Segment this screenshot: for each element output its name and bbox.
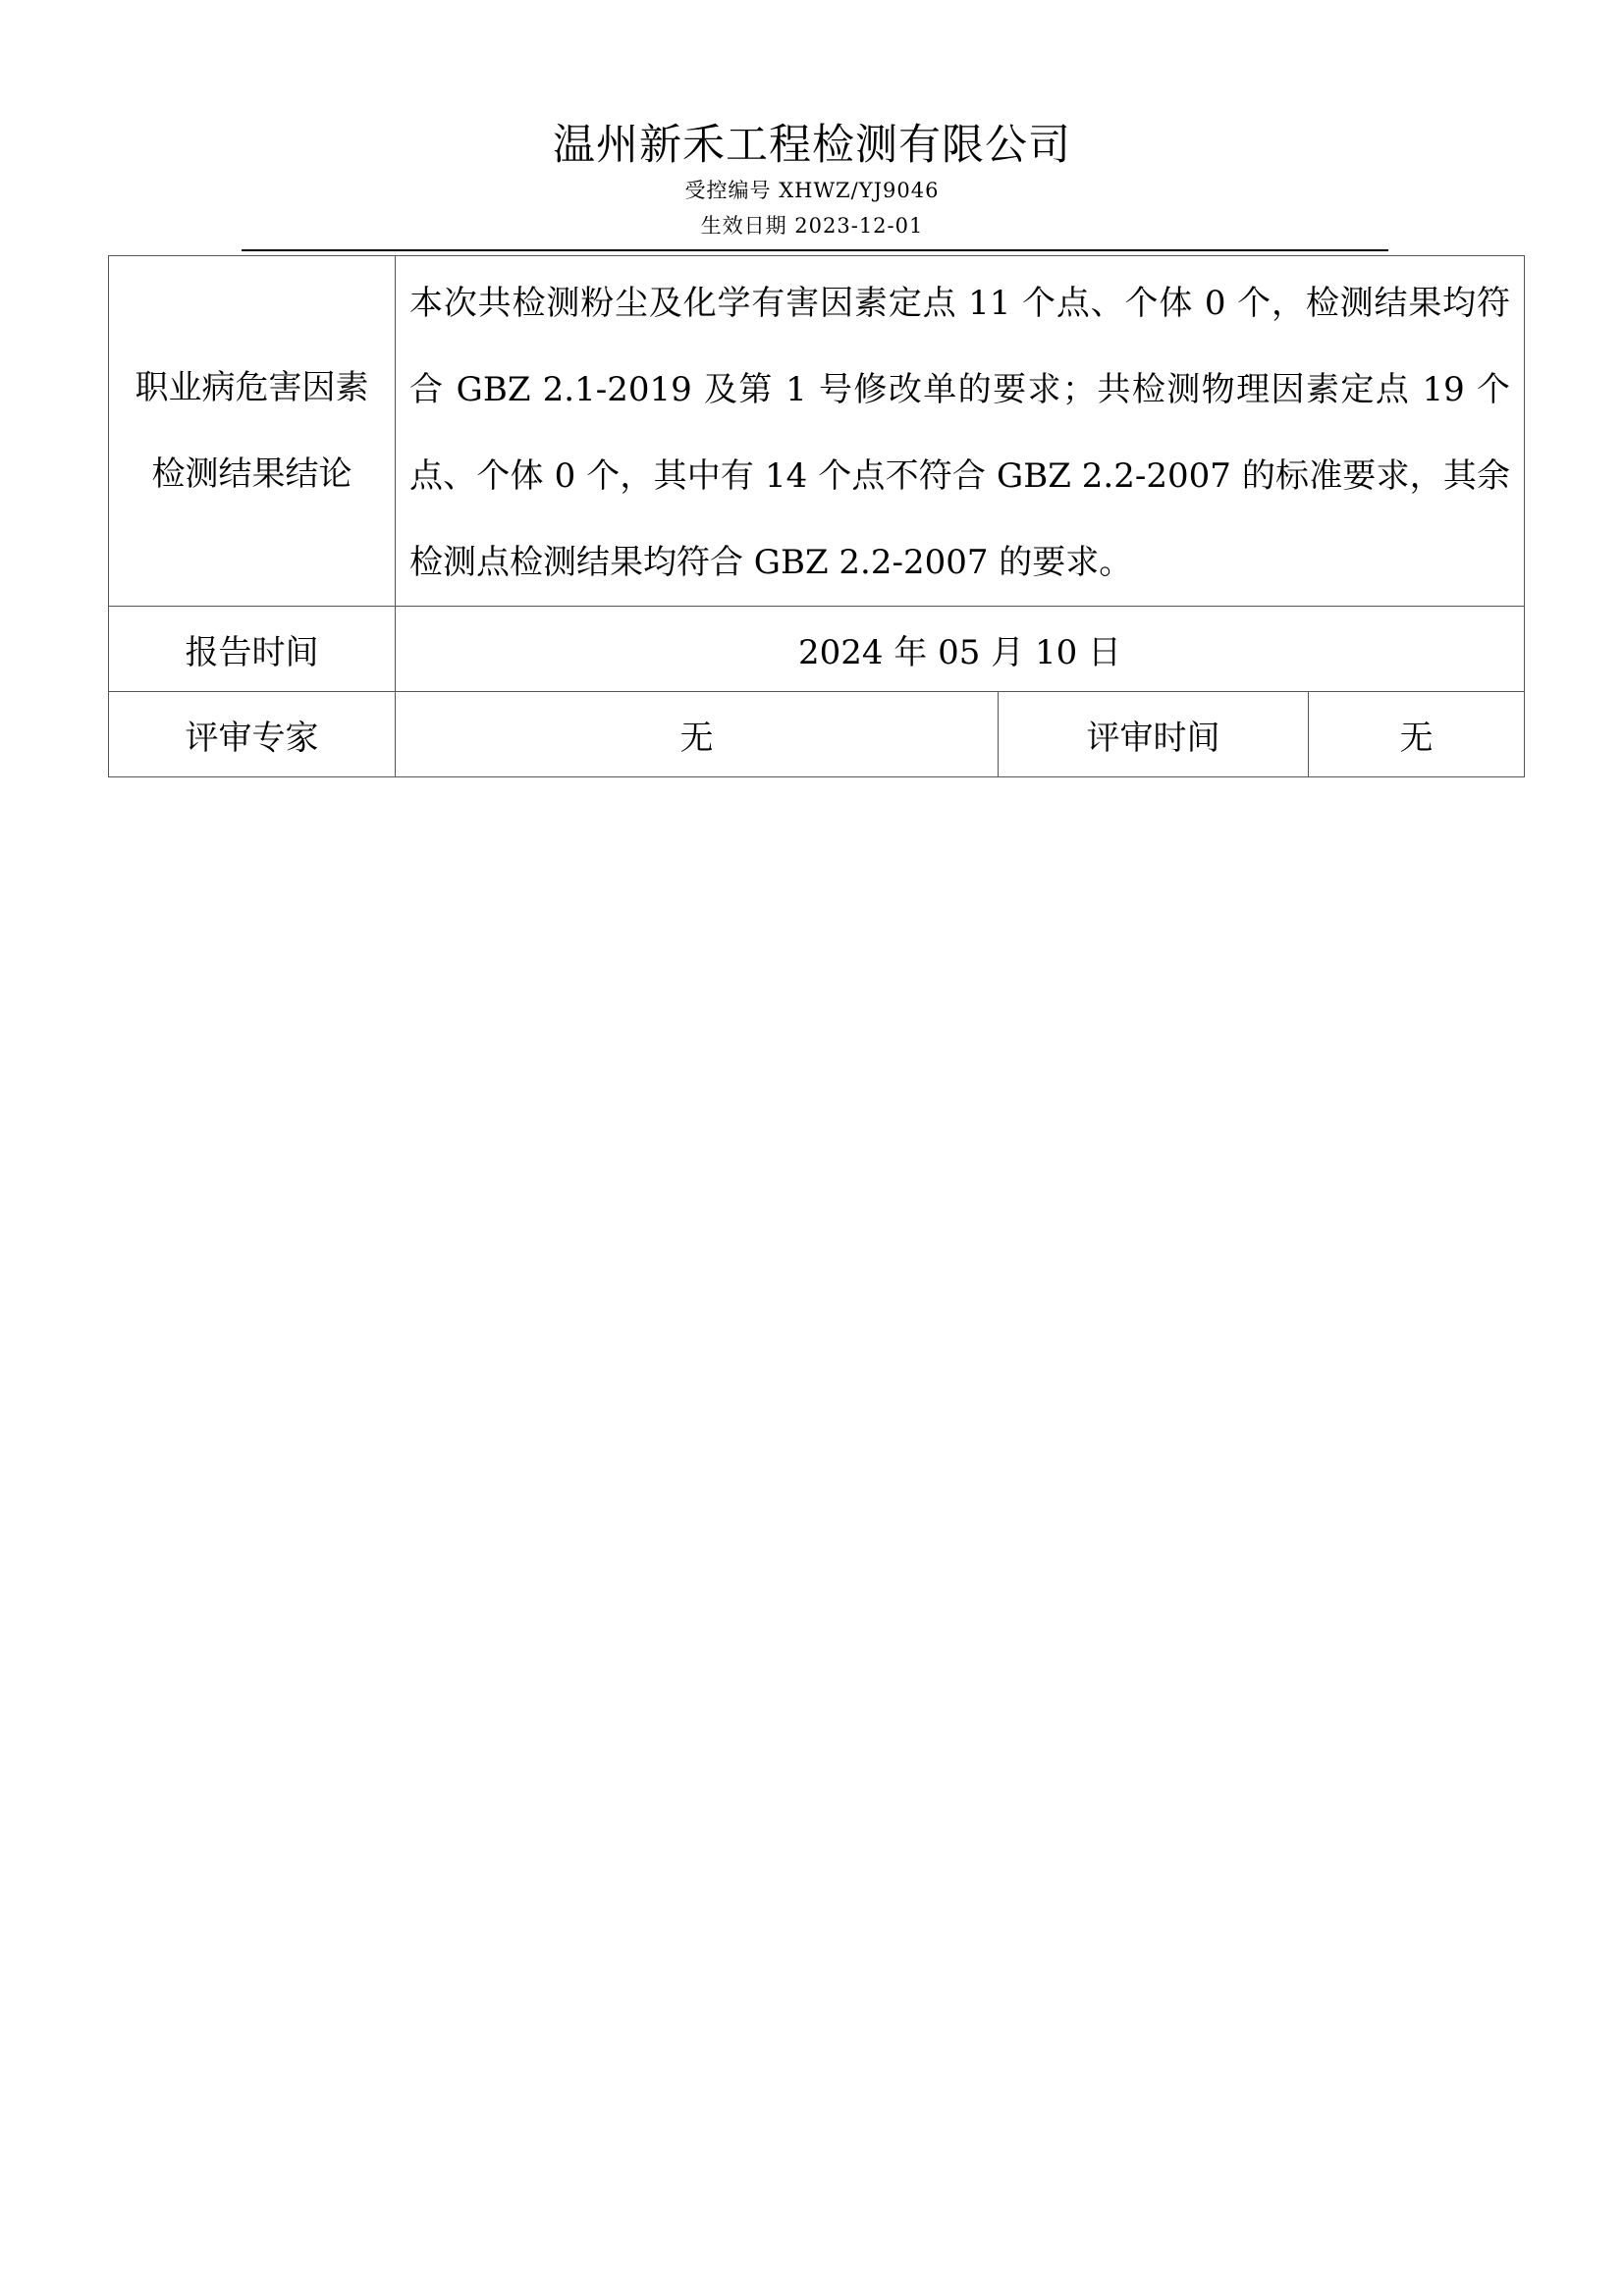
review-time-value: 无 [1309,692,1525,777]
report-time-label: 报告时间 [109,607,396,692]
company-name: 温州新禾工程检测有限公司 [553,121,1071,170]
conclusion-text: 本次共检测粉尘及化学有害因素定点 11 个点、个体 0 个，检测结果均符合 GBZ 2.1-2019 及第 1 号修改单的要求；共检测物理因素定点 19 个点、个体 0 个，其中有 14 个点不符合 GBZ 2.2-2007 的标准要求，其余检测点检测结果均符合 GBZ 2.2-2007 的要求。 [409,284,1511,582]
header-divider [242,249,1388,251]
conclusion-text-cell [396,256,1525,607]
review-expert-label: 评审专家 [109,692,396,777]
report-table [108,255,1525,777]
effective-date: 生效日期 2023-12-01 [700,214,924,238]
conclusion-label-cell [109,256,396,607]
report-time-value: 2024 年 05 月 10 日 [396,607,1525,692]
conclusion-label: 职业病危害因素检测结果结论 [135,368,369,494]
table-row-conclusion [109,256,1525,607]
table-row-review [109,692,1525,777]
review-expert-value: 无 [396,692,999,777]
table-row-report-time [109,607,1525,692]
review-time-label: 评审时间 [999,692,1309,777]
control-number: 受控编号 XHWZ/YJ9046 [684,179,940,202]
